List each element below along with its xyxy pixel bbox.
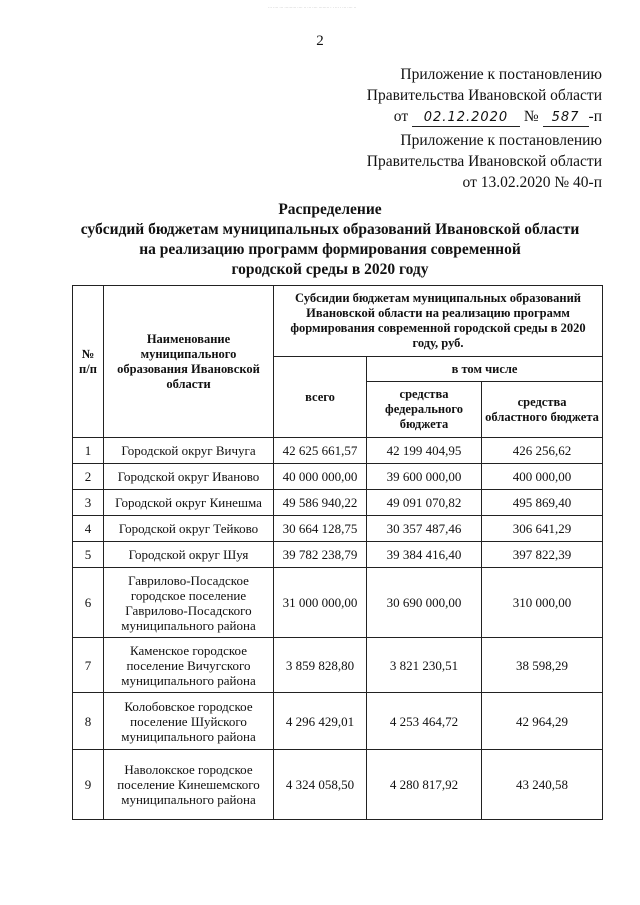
header-subsidy-group: Субсидии бюджетам муниципальных образований Ивановской области на реализацию программ формирования современной городской среды в 2020 году, руб. bbox=[274, 286, 603, 357]
row-total: 31 000 000,00 bbox=[274, 568, 367, 638]
scan-header-noise: ··· ···· ··· ········· ···· ·· ··· ···· ········ · · ··· · ··· ···· ·· bbox=[268, 5, 357, 8]
approval-block-original bbox=[367, 130, 602, 193]
table-row bbox=[73, 464, 603, 490]
approval-block-current bbox=[367, 64, 602, 127]
header-num: № п/п bbox=[73, 286, 104, 438]
approval-line: Правительства Ивановской области bbox=[366, 153, 602, 170]
approval-line: от 13.02.2020 № 40-п bbox=[462, 174, 602, 191]
row-num: 5 bbox=[73, 542, 104, 568]
header-total: всего bbox=[274, 357, 367, 438]
row-num: 8 bbox=[73, 693, 104, 750]
approval-line: Приложение к постановлению bbox=[400, 66, 602, 83]
row-name: Наволокское городское поселение Кинешемского муниципального района bbox=[104, 750, 274, 820]
row-total: 42 625 661,57 bbox=[274, 438, 367, 464]
table-row bbox=[73, 693, 603, 750]
row-regional: 310 000,00 bbox=[482, 568, 603, 638]
row-name: Городской округ Шуя bbox=[104, 542, 274, 568]
row-num: 3 bbox=[73, 490, 104, 516]
title-line: городской среды в 2020 году bbox=[231, 261, 429, 278]
row-total: 4 324 058,50 bbox=[274, 750, 367, 820]
row-regional: 38 598,29 bbox=[482, 638, 603, 693]
row-regional: 397 822,39 bbox=[482, 542, 603, 568]
row-federal: 3 821 230,51 bbox=[367, 638, 482, 693]
row-federal: 30 690 000,00 bbox=[367, 568, 482, 638]
row-num: 7 bbox=[73, 638, 104, 693]
row-name: Городской округ Тейково bbox=[104, 516, 274, 542]
row-federal: 4 280 817,92 bbox=[367, 750, 482, 820]
header-federal: средства федерального бюджета bbox=[367, 382, 482, 438]
row-num: 6 bbox=[73, 568, 104, 638]
from-label: от bbox=[393, 108, 409, 125]
row-name: Каменское городское поселение Вичугского муниципального района bbox=[104, 638, 274, 693]
row-regional: 42 964,29 bbox=[482, 693, 603, 750]
row-name: Гаврилово-Посадское городское поселение Гаврилово-Посадского муниципального района bbox=[104, 568, 274, 638]
table-row bbox=[73, 438, 603, 464]
row-num: 9 bbox=[73, 750, 104, 820]
header-regional: средства областного бюджета bbox=[482, 382, 603, 438]
approval-line: Приложение к постановлению bbox=[400, 132, 602, 149]
number-suffix: -п bbox=[588, 108, 602, 125]
row-federal: 4 253 464,72 bbox=[367, 693, 482, 750]
handwritten-number: 587 bbox=[543, 110, 589, 127]
row-regional: 43 240,58 bbox=[482, 750, 603, 820]
document-title bbox=[0, 200, 640, 280]
row-total: 3 859 828,80 bbox=[274, 638, 367, 693]
row-total: 30 664 128,75 bbox=[274, 516, 367, 542]
row-regional: 495 869,40 bbox=[482, 490, 603, 516]
row-federal: 39 600 000,00 bbox=[367, 464, 482, 490]
header-name: Наименование муниципального образования Ивановской области bbox=[104, 286, 274, 438]
row-federal: 30 357 487,46 bbox=[367, 516, 482, 542]
row-name: Городской округ Иваново bbox=[104, 464, 274, 490]
header-including: в том числе bbox=[367, 357, 603, 382]
row-name: Колобовское городское поселение Шуйского муниципального района bbox=[104, 693, 274, 750]
table-row bbox=[73, 542, 603, 568]
table-row bbox=[73, 490, 603, 516]
title-line: Распределение bbox=[278, 201, 382, 218]
row-total: 40 000 000,00 bbox=[274, 464, 367, 490]
row-regional: 306 641,29 bbox=[482, 516, 603, 542]
row-total: 4 296 429,01 bbox=[274, 693, 367, 750]
title-line: на реализацию программ формирования современной bbox=[139, 241, 521, 258]
page-number: 2 bbox=[316, 33, 324, 49]
row-total: 49 586 940,22 bbox=[274, 490, 367, 516]
row-federal: 42 199 404,95 bbox=[367, 438, 482, 464]
approval-date-number-line bbox=[367, 106, 602, 127]
title-line: субсидий бюджетам муниципальных образований Ивановской области bbox=[80, 221, 580, 238]
handwritten-date: 02.12.2020 bbox=[412, 110, 520, 127]
approval-line: Правительства Ивановской области bbox=[366, 87, 602, 104]
row-total: 39 782 238,79 bbox=[274, 542, 367, 568]
table-row bbox=[73, 516, 603, 542]
row-name: Городской округ Кинешма bbox=[104, 490, 274, 516]
row-num: 1 bbox=[73, 438, 104, 464]
table-row bbox=[73, 638, 603, 693]
table-row bbox=[73, 568, 603, 638]
row-federal: 39 384 416,40 bbox=[367, 542, 482, 568]
row-num: 2 bbox=[73, 464, 104, 490]
row-federal: 49 091 070,82 bbox=[367, 490, 482, 516]
number-label: № bbox=[523, 108, 539, 125]
row-regional: 426 256,62 bbox=[482, 438, 603, 464]
row-name: Городской округ Вичуга bbox=[104, 438, 274, 464]
row-num: 4 bbox=[73, 516, 104, 542]
row-regional: 400 000,00 bbox=[482, 464, 603, 490]
table-row bbox=[73, 750, 603, 820]
subsidy-table bbox=[72, 285, 603, 820]
